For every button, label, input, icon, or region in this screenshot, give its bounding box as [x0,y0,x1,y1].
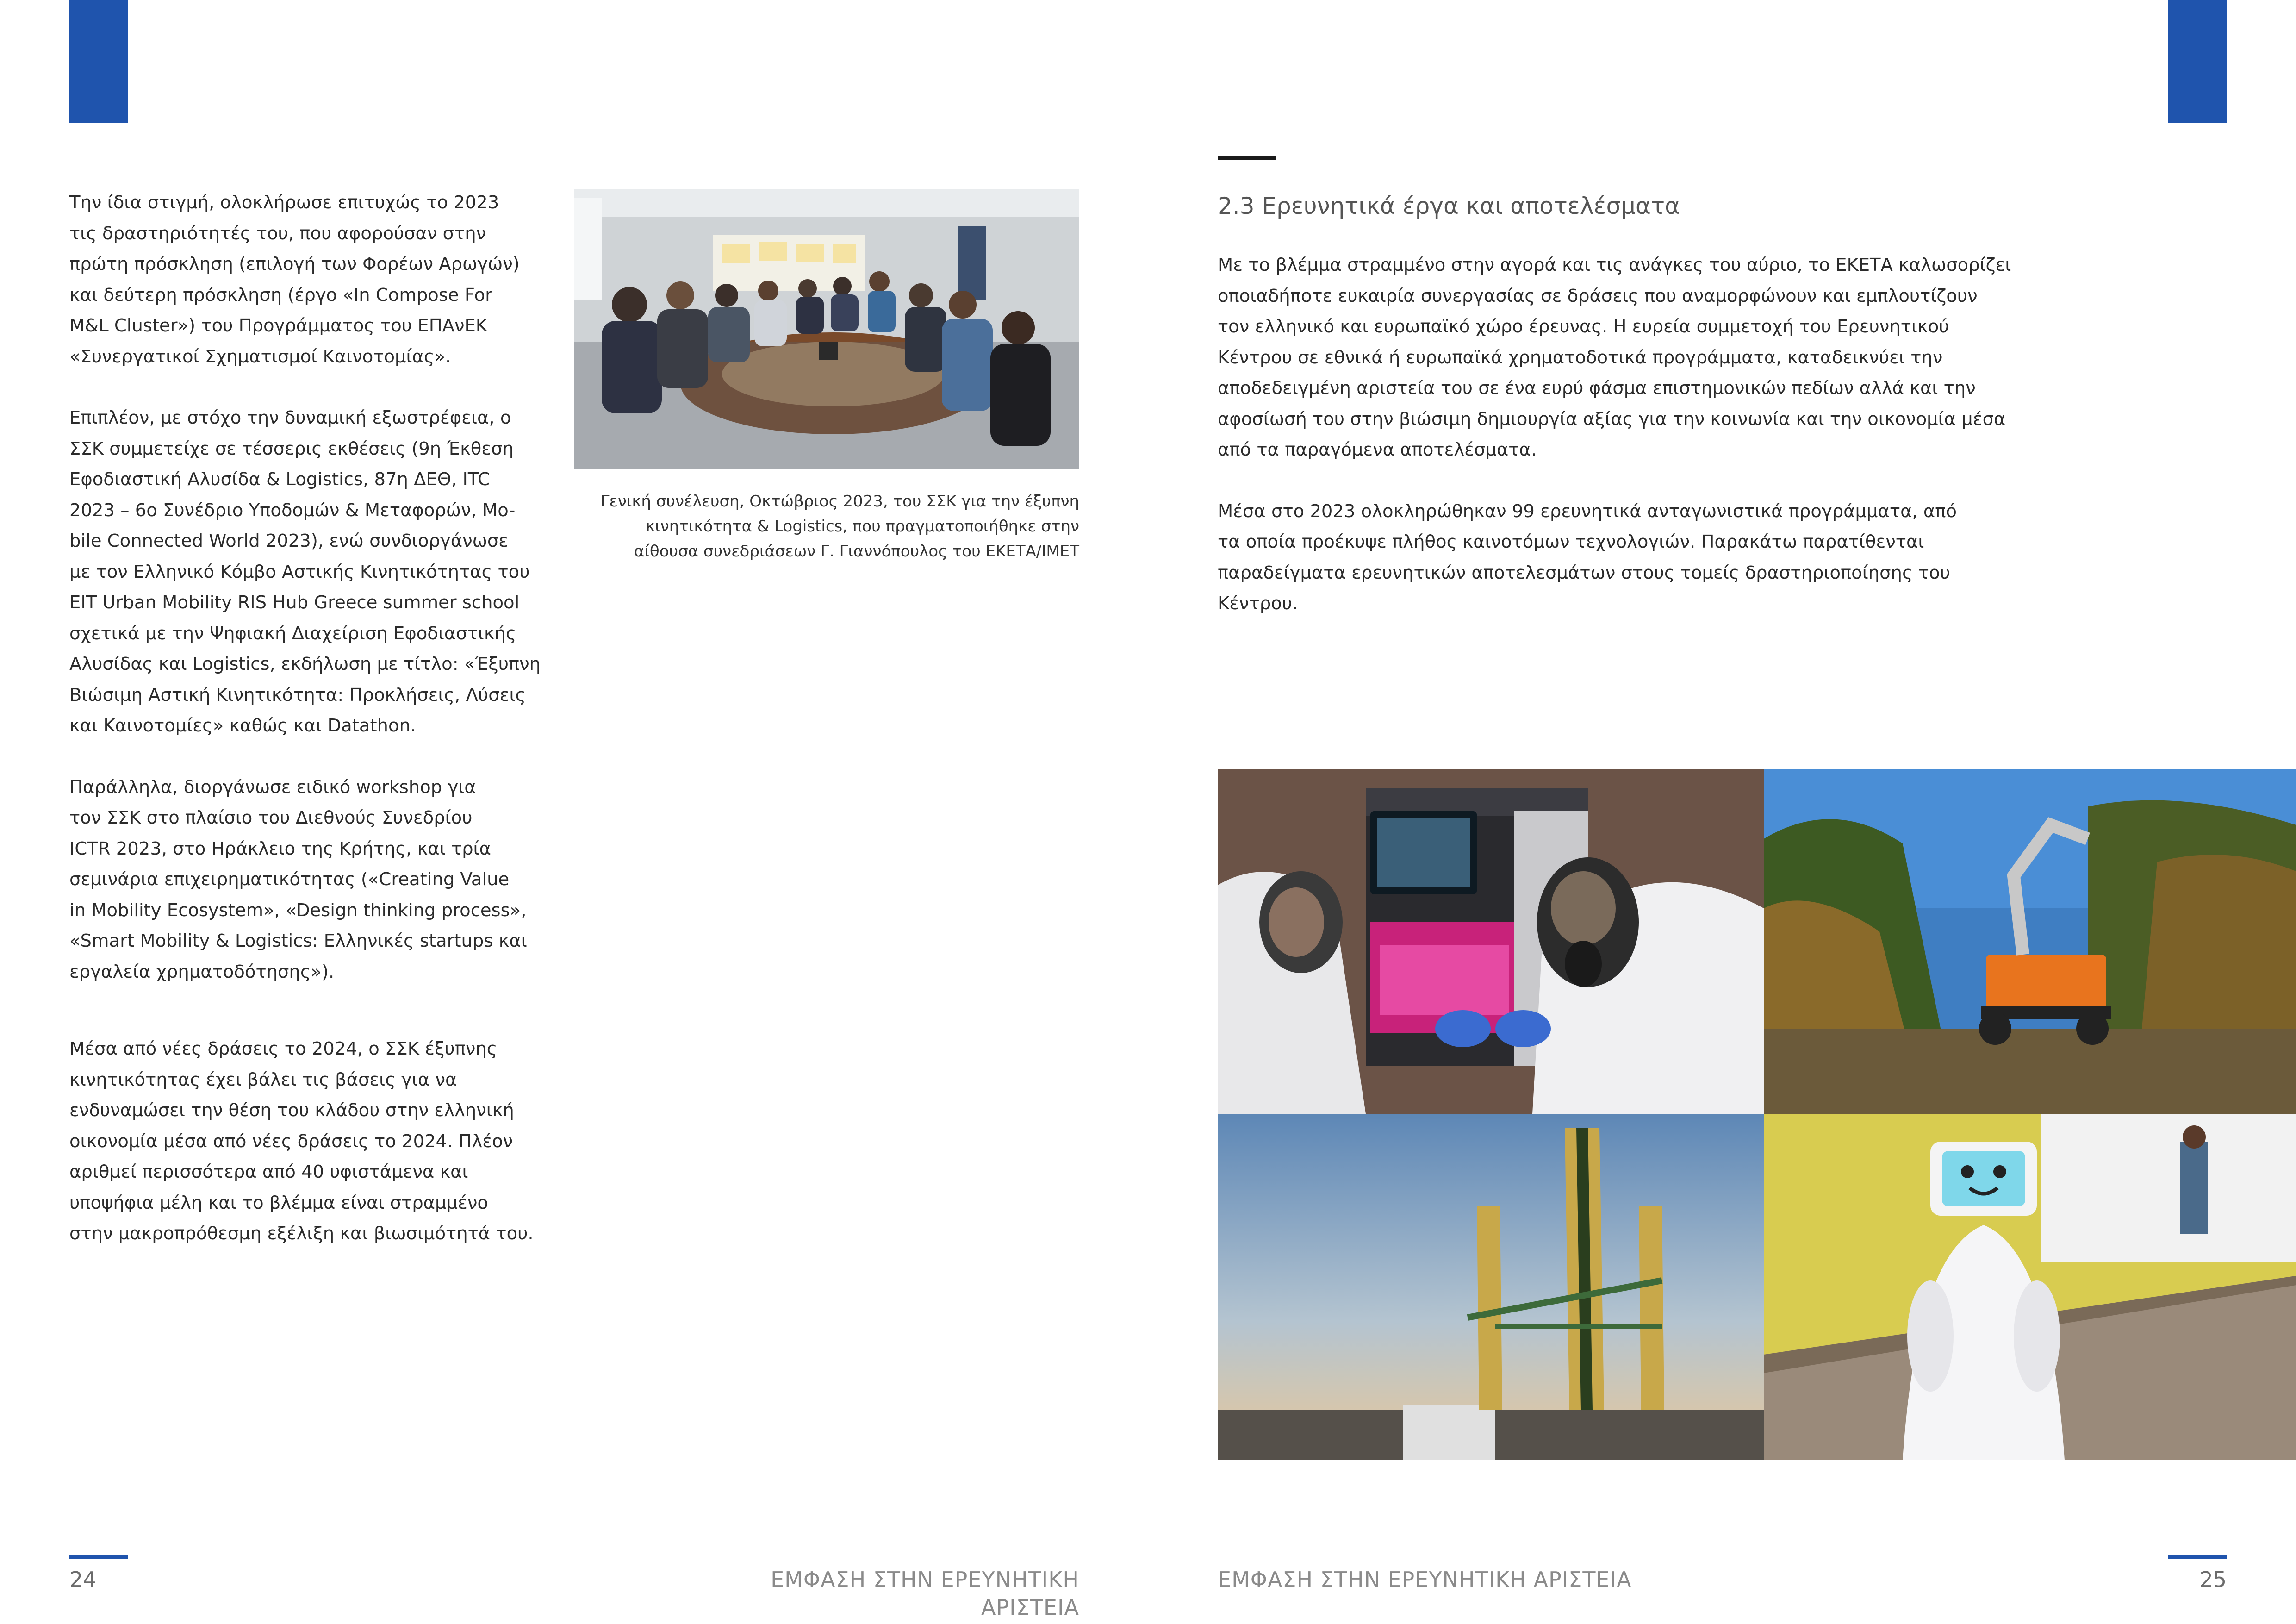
left-paragraph-3: Παράλληλα, διοργάνωσε ειδικό workshop για τον ΣΣΚ στο πλαίσιο του Διεθνούς Συνεδρίου ICTR 2023, στο Ηράκλειο της Κρήτης, και τρία σεμινάρια επιχειρηματικότητας («Creating Value in Mobility Ecosystem», «Design thinking process», «Smart Mobility & Logistics: Ελληνικές startups και εργαλεία χρηματοδότησης»). [69,776,527,982]
left-page-text-column [69,187,546,1249]
section-divider [1218,156,1276,160]
hospital-robot-photo [1764,1114,2296,1460]
page-number-left: 24 [69,1567,97,1592]
wind-turbine-sails-photo [1218,1114,1764,1460]
meeting-photo [574,189,1079,469]
lab-gas-mask-photo [1218,769,1764,1114]
right-paragraph-2: Μέσα στο 2023 ολοκληρώθηκαν 99 ερευνητικά ανταγωνιστικά προγράμματα, από τα οποία προέκυψε πλήθος καινοτόμων τεχνολογιών. Παρακάτω παρατίθενται παραδείγματα ερευνητικών αποτελεσμάτων στους τομείς δραστηριοποίησης του Κέντρου. [1218,500,1957,614]
right-paragraph-1: Με το βλέμμα στραμμένο στην αγορά και τις ανάγκες του αύριο, το ΕΚΕΤΑ καλωσορίζει οποιαδήποτε ευκαιρία συνεργασίας σε δράσεις που αναμορφώνουν και εμπλουτίζουν τον ελληνικό και ευρωπαϊκό χώρο έρευνας. Η ευρεία συμμετοχή του Ερευνητικού Κέντρου σε εθνικά ή ευρωπαϊκά χρηματοδοτικά προγράμματα, καταδεικνύει την αποδεδειγμένη αριστεία του σε ένα ευρύ φάσμα επιστημονικών πεδίων αλλά και την αφοσίωσή του στην βιώσιμη δημιουργία αξίας για την κοινωνία και την οικονομία μέσα από τα παραγόμενα αποτελέσματα. [1218,255,2011,460]
left-paragraph-4: Μέσα από νέες δράσεις το 2024, ο ΣΣΚ έξυπνης κινητικότητας έχει βάλει τις βάσεις για να ενδυναμώσει την θέση του κλάδου στην ελληνική οικονομία μέσα από νέες δράσεις το 2024. Πλέον αριθμεί περισσότερα από 40 υφιστάμενα και υποψήφια μέλη και το βλέμμα είναι στραμμένο στην μακροπρόθεσμη εξέλιξη και βιωσιμότητά του. [69,1038,534,1244]
footer-title-right: ΕΜΦΑΣΗ ΣΤΗΝ ΕΡΕΥΝΗΤΙΚΗ ΑΡΙΣΤΕΙΑ [1218,1567,1632,1592]
footer-accent-right [2168,1555,2227,1559]
left-paragraph-1: Την ίδια στιγμή, ολοκλήρωσε επιτυχώς το 2023 τις δραστηριότητές του, που αφορούσαν στην πρώτη πρόσκληση (επιλογή των Φορέων Αρωγών) και δεύτερη πρόσκληση (έργο «In Compose For M&L Cluster») του Προγράμματος του ΕΠΑνΕΚ «Συνεργατικοί Σχηματισμοί Καινοτομίας». [69,192,520,367]
vineyard-robot-photo [1764,769,2296,1114]
left-paragraph-2: Επιπλέον, με στόχο την δυναμική εξωστρέφεια, ο ΣΣΚ συμμετείχε σε τέσσερις εκθέσεις (9η Έκθεση Εφοδιαστική Αλυσίδα & Logistics, 87η ΔΕΘ, ITC 2023 – 6ο Συνέδριο Υποδομών & Μεταφορών, Mo- bile Connected World 2023), ενώ συνδιοργάνωσε με τον Ελληνικό Κόμβο Αστικής Κινητικότητας του EIT Urban Mobility RIS Hub Greece summer school σχετικά με την Ψηφιακή Διαχείριση Εφοδιαστικής Αλυσίδας και Logistics, εκδήλωση με τίτλο: «Έξυπνη Βιώσιμη Αστική Κινητικότητα: Προκλήσεις, Λύσεις και Καινοτομίες» καθώς και Datathon. [69,407,541,736]
right-page-text-column [1218,250,2097,619]
section-title: 2.3 Ερευνητικά έργα και αποτελέσματα [1218,193,1680,219]
research-photo-grid [1218,769,2296,1460]
footer-title-left: ΕΜΦΑΣΗ ΣΤΗΝ ΕΡΕΥΝΗΤΙΚΗ ΑΡΙΣΤΕΙΑ [771,1567,1079,1620]
footer-accent-left [69,1555,128,1559]
top-right-accent-bar [2168,0,2227,123]
top-left-accent-bar [69,0,128,123]
page-number-right: 25 [2199,1567,2227,1592]
meeting-photo-caption: Γενική συνέλευση, Οκτώβριος 2023, του ΣΣΚ για την έξυπνη κινητικότητα & Logistics, που πραγματοποιήθηκε στην αίθουσα συνεδριάσεων Γ. Γιαννόπουλος του ΕΚΕΤΑ/ΙΜΕΤ [600,492,1079,561]
